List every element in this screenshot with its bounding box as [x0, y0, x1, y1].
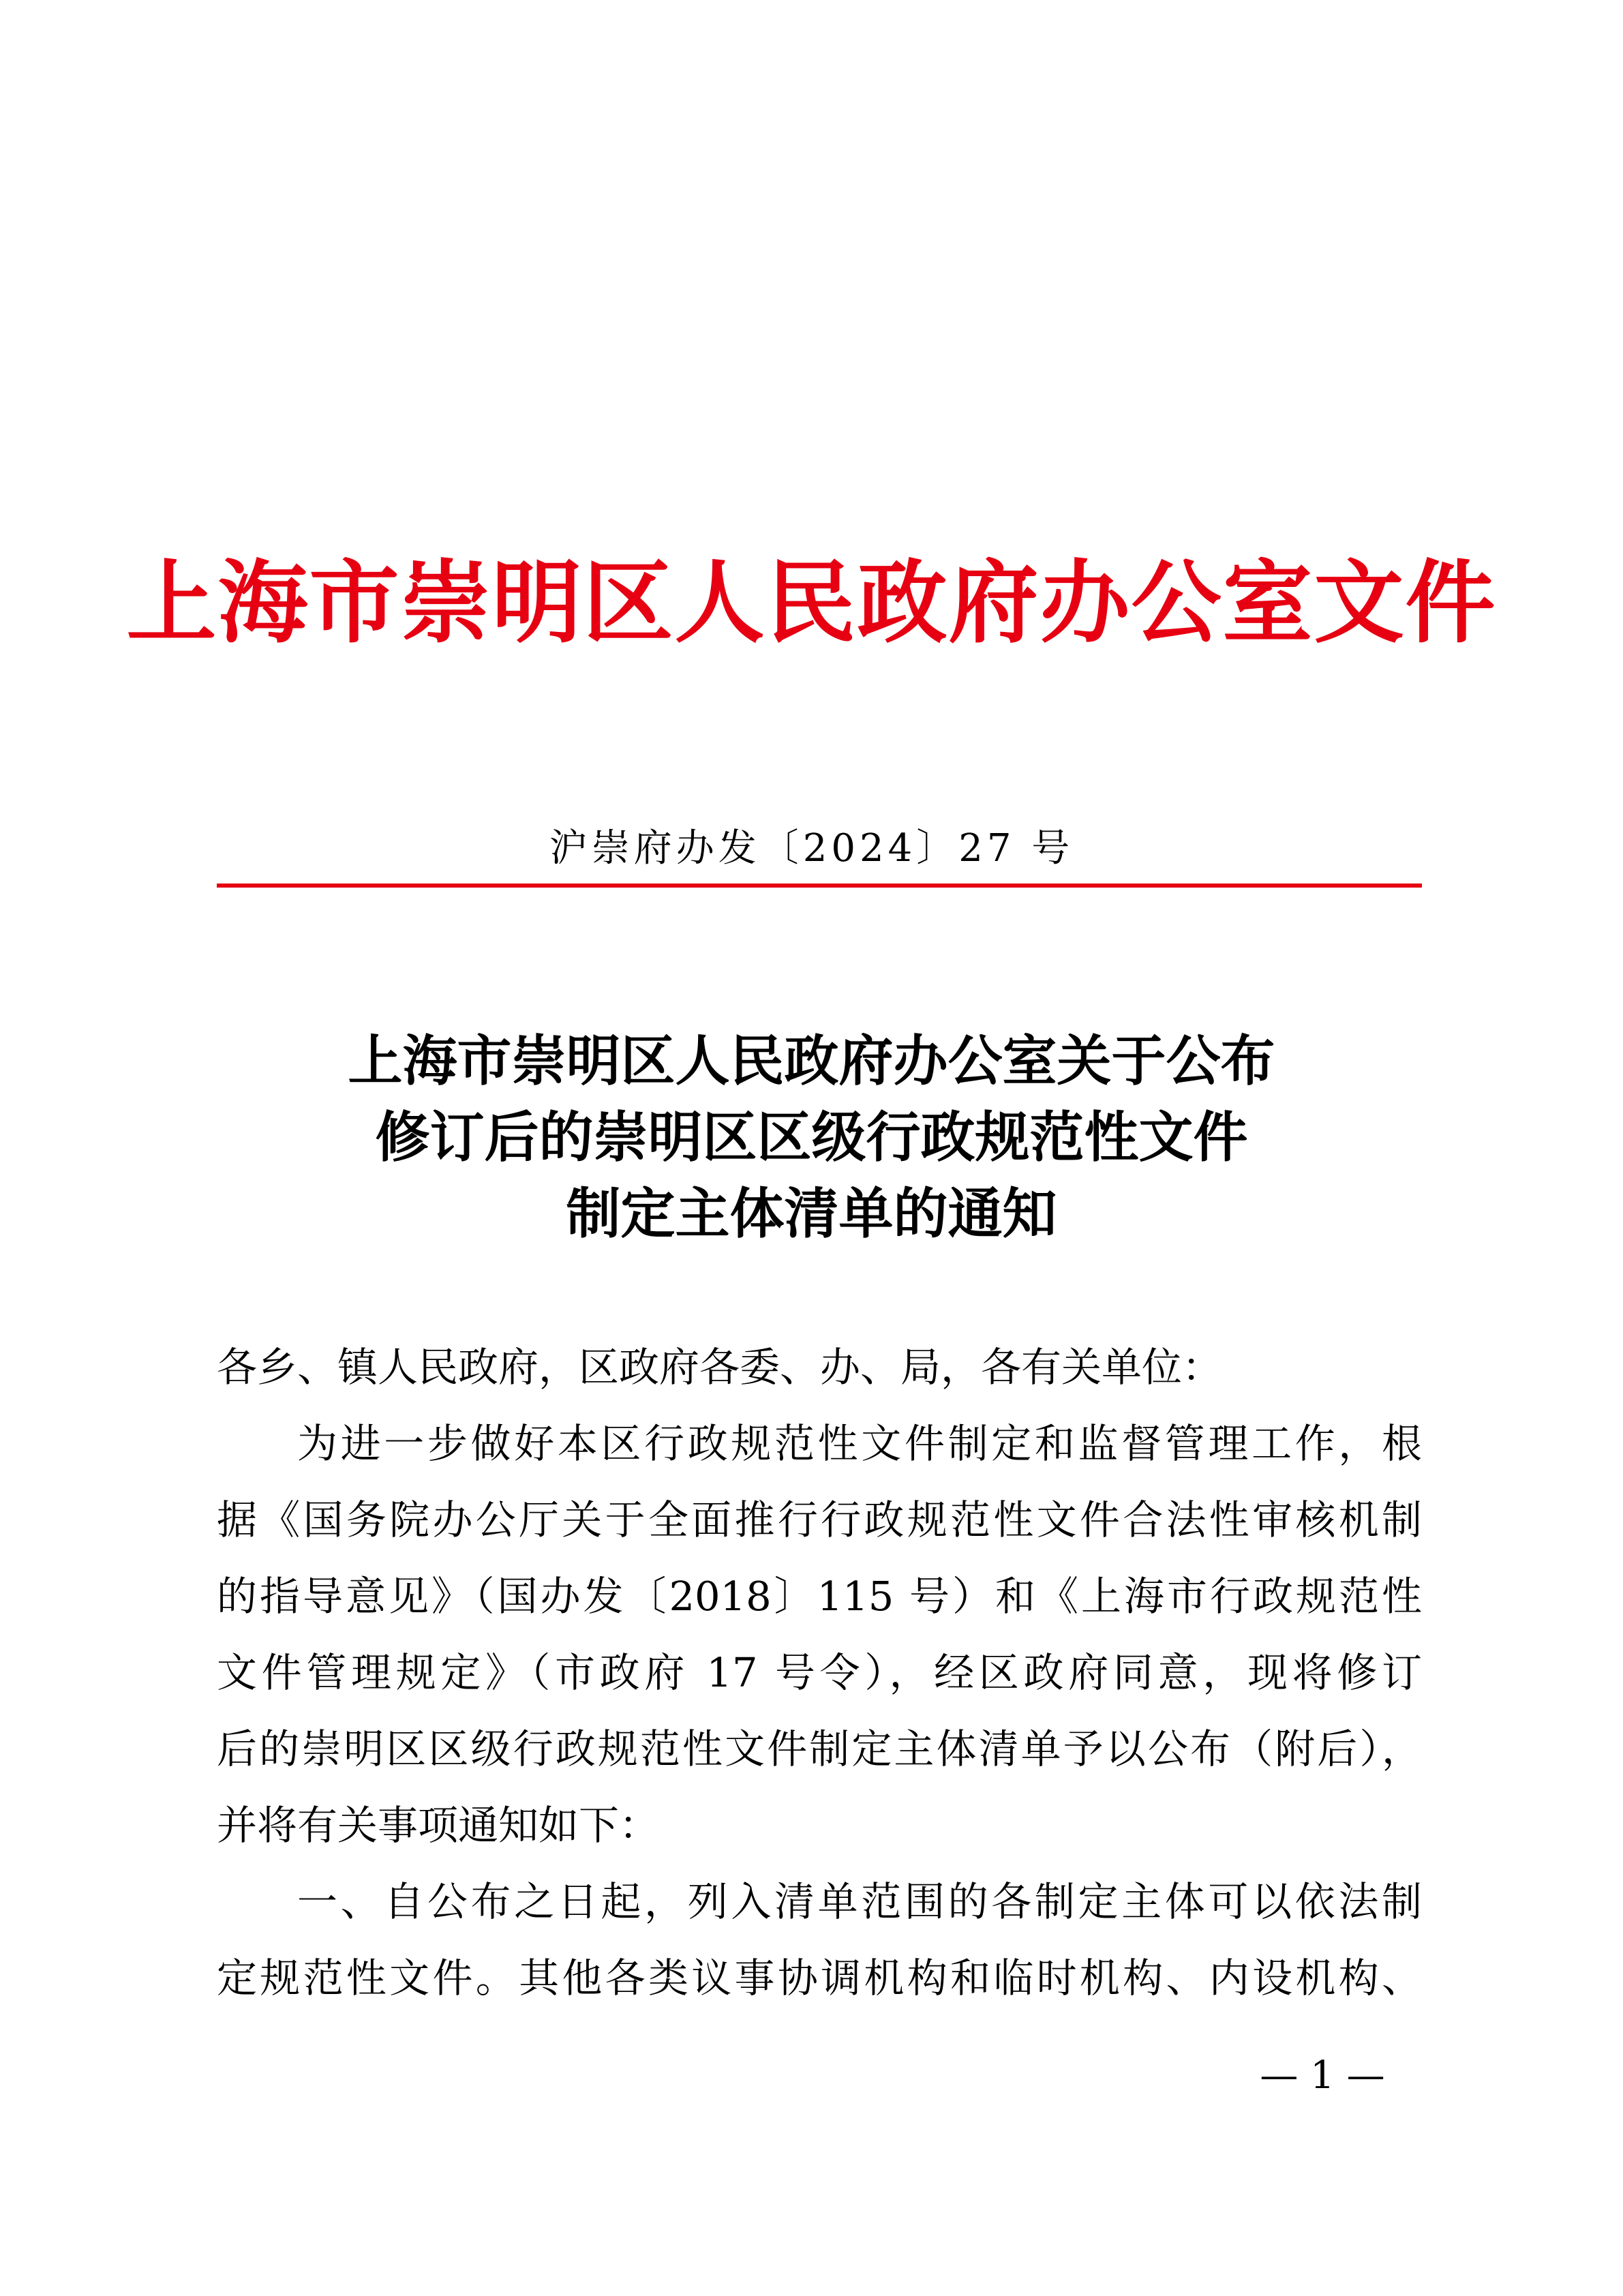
salutation: 各乡、镇人民政府，区政府各委、办、局，各有关单位： [217, 1344, 1223, 1391]
red-divider-line [217, 883, 1422, 888]
body-line: 后的崇明区区级行政规范性文件制定主体清单予以公布（附后）， [217, 1725, 1422, 1772]
page-number: — 1 — [1260, 2053, 1385, 2098]
body-line: 为进一步做好本区行政规范性文件制定和监督管理工作，根 [297, 1420, 1422, 1467]
body-line: 一、自公布之日起，列入清单范围的各制定主体可以依法制 [297, 1878, 1422, 1925]
notice-title-line: 上海市崇明区人民政府办公室关于公布 [348, 1029, 1275, 1093]
body-line: 定规范性文件。其他各类议事协调机构和临时机构、内设机构、 [217, 1954, 1422, 2002]
body-line: 文件管理规定》（市政府 17 号令），经区政府同意，现将修订 [217, 1649, 1422, 1696]
body-line: 据《国务院办公厅关于全面推行行政规范性文件合法性审核机制 [217, 1496, 1422, 1543]
body-line: 并将有关事项通知如下： [217, 1802, 660, 1849]
document-number: 沪崇府办发〔2024〕27 号 [549, 826, 1074, 871]
notice-title-line: 制定主体清单的通知 [566, 1181, 1057, 1245]
body-line: 的指导意见》（国办发〔2018〕115 号）和《上海市行政规范性 [217, 1573, 1422, 1620]
notice-title-line: 修订后的崇明区区级行政规范性文件 [375, 1105, 1248, 1169]
issuer-title: 上海市崇明区人民政府办公室文件 [126, 550, 1497, 656]
notice-title [0, 1023, 1623, 1252]
body-text [217, 1329, 1422, 2016]
